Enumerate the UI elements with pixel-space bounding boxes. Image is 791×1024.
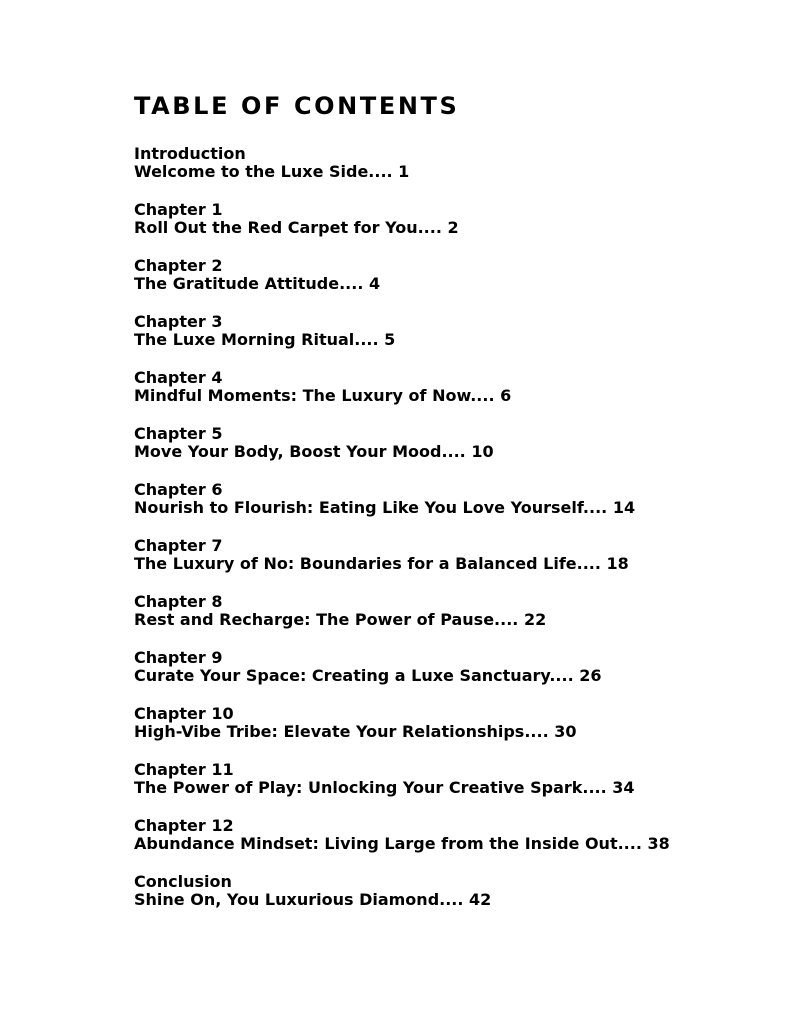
toc-entry-heading: Chapter 3 xyxy=(134,312,223,331)
toc-entry-chapter-5 xyxy=(134,424,754,461)
toc-entry-heading: Chapter 12 xyxy=(134,816,234,835)
toc-entry-heading: Chapter 1 xyxy=(134,200,223,219)
toc-entry-title: The Gratitude Attitude.... 4 xyxy=(134,274,381,293)
toc-entry-title: Abundance Mindset: Living Large from the Inside Out.... 38 xyxy=(134,834,670,853)
toc-entry-chapter-1 xyxy=(134,200,754,237)
toc-entry-heading: Chapter 5 xyxy=(134,424,223,443)
toc-entry-chapter-3 xyxy=(134,312,754,349)
toc-entry-title: Rest and Recharge: The Power of Pause.... 22 xyxy=(134,610,547,629)
toc-entry-title: Mindful Moments: The Luxury of Now.... 6 xyxy=(134,386,512,405)
toc-entry-heading: Chapter 10 xyxy=(134,704,234,723)
toc-entry-title: Shine On, You Luxurious Diamond.... 42 xyxy=(134,890,492,909)
toc-entry-heading: Chapter 8 xyxy=(134,592,223,611)
toc-entry-chapter-10 xyxy=(134,704,754,741)
toc-entry-heading: Chapter 4 xyxy=(134,368,223,387)
toc-entry-title: Roll Out the Red Carpet for You.... 2 xyxy=(134,218,459,237)
toc-entry-heading: Conclusion xyxy=(134,872,232,891)
toc-entry-introduction xyxy=(134,144,754,181)
toc-entry-title: Curate Your Space: Creating a Luxe Sanctuary.... 26 xyxy=(134,666,602,685)
toc-entry-heading: Introduction xyxy=(134,144,246,163)
toc-entry-heading: Chapter 9 xyxy=(134,648,223,667)
toc-entry-title: Nourish to Flourish: Eating Like You Love Yourself.... 14 xyxy=(134,498,636,517)
toc-entry-title: The Power of Play: Unlocking Your Creative Spark.... 34 xyxy=(134,778,635,797)
toc-entry-chapter-6 xyxy=(134,480,754,517)
toc-entry-heading: Chapter 2 xyxy=(134,256,223,275)
toc-entry-chapter-12 xyxy=(134,816,754,853)
toc-entry-chapter-4 xyxy=(134,368,754,405)
toc-entry-title: Move Your Body, Boost Your Mood.... 10 xyxy=(134,442,494,461)
toc-entry-heading: Chapter 6 xyxy=(134,480,223,499)
toc-entry-title: Welcome to the Luxe Side.... 1 xyxy=(134,162,410,181)
toc-entry-chapter-2 xyxy=(134,256,754,293)
toc-entry-chapter-8 xyxy=(134,592,754,629)
toc-entry-title: The Luxe Morning Ritual.... 5 xyxy=(134,330,396,349)
page-title: TABLE OF CONTENTS xyxy=(134,92,460,120)
toc-entry-heading: Chapter 7 xyxy=(134,536,223,555)
toc-entry-chapter-7 xyxy=(134,536,754,573)
toc-entry-title: High-Vibe Tribe: Elevate Your Relationships.... 30 xyxy=(134,722,577,741)
toc-entry-chapter-11 xyxy=(134,760,754,797)
toc-list xyxy=(134,144,754,928)
toc-entry-chapter-9 xyxy=(134,648,754,685)
toc-entry-heading: Chapter 11 xyxy=(134,760,234,779)
toc-entry-conclusion xyxy=(134,872,754,909)
toc-entry-title: The Luxury of No: Boundaries for a Balanced Life.... 18 xyxy=(134,554,629,573)
